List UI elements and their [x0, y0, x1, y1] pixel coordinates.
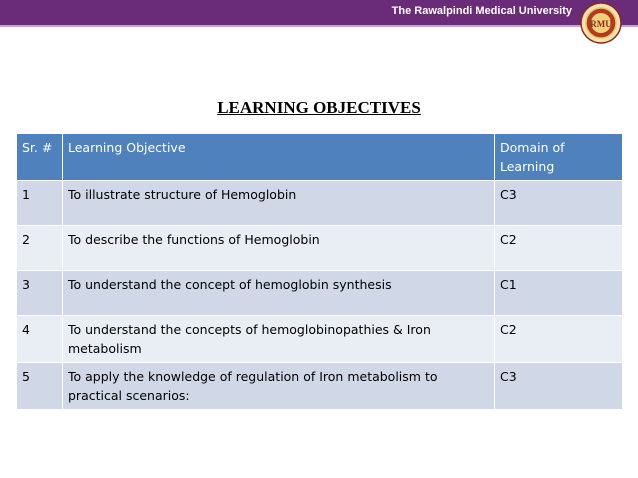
cell-objective: To illustrate structure of Hemoglobin [63, 181, 495, 226]
page-title: LEARNING OBJECTIVES [217, 98, 421, 117]
cell-sr: 5 [17, 363, 63, 410]
cell-sr: 1 [17, 181, 63, 226]
cell-sr: 3 [17, 271, 63, 316]
cell-sr: 4 [17, 316, 63, 363]
cell-domain: C3 [495, 363, 623, 410]
column-header-sr: Sr. # [17, 134, 63, 181]
table-row [17, 271, 623, 316]
column-header-domain: Domain of Learning [495, 134, 623, 181]
cell-domain: C2 [495, 226, 623, 271]
objectives-table [16, 133, 623, 410]
table-row [17, 363, 623, 410]
column-header-objective: Learning Objective [63, 134, 495, 181]
table-row [17, 226, 623, 271]
logo-text: RMU [590, 19, 612, 29]
table-header-row [17, 134, 623, 181]
cell-objective: To describe the functions of Hemoglobin [63, 226, 495, 271]
table-row [17, 316, 623, 363]
table-row [17, 181, 623, 226]
cell-domain: C1 [495, 271, 623, 316]
university-name: The Rawalpindi Medical University [391, 5, 572, 17]
cell-domain: C3 [495, 181, 623, 226]
cell-domain: C2 [495, 316, 623, 363]
cell-objective: To understand the concepts of hemoglobinopathies & Iron metabolism [63, 316, 495, 363]
cell-sr: 2 [17, 226, 63, 271]
cell-objective: To understand the concept of hemoglobin synthesis [63, 271, 495, 316]
university-logo [580, 2, 622, 44]
cell-objective: To apply the knowledge of regulation of Iron metabolism to practical scenarios: [63, 363, 495, 410]
header-bar [0, 0, 638, 27]
